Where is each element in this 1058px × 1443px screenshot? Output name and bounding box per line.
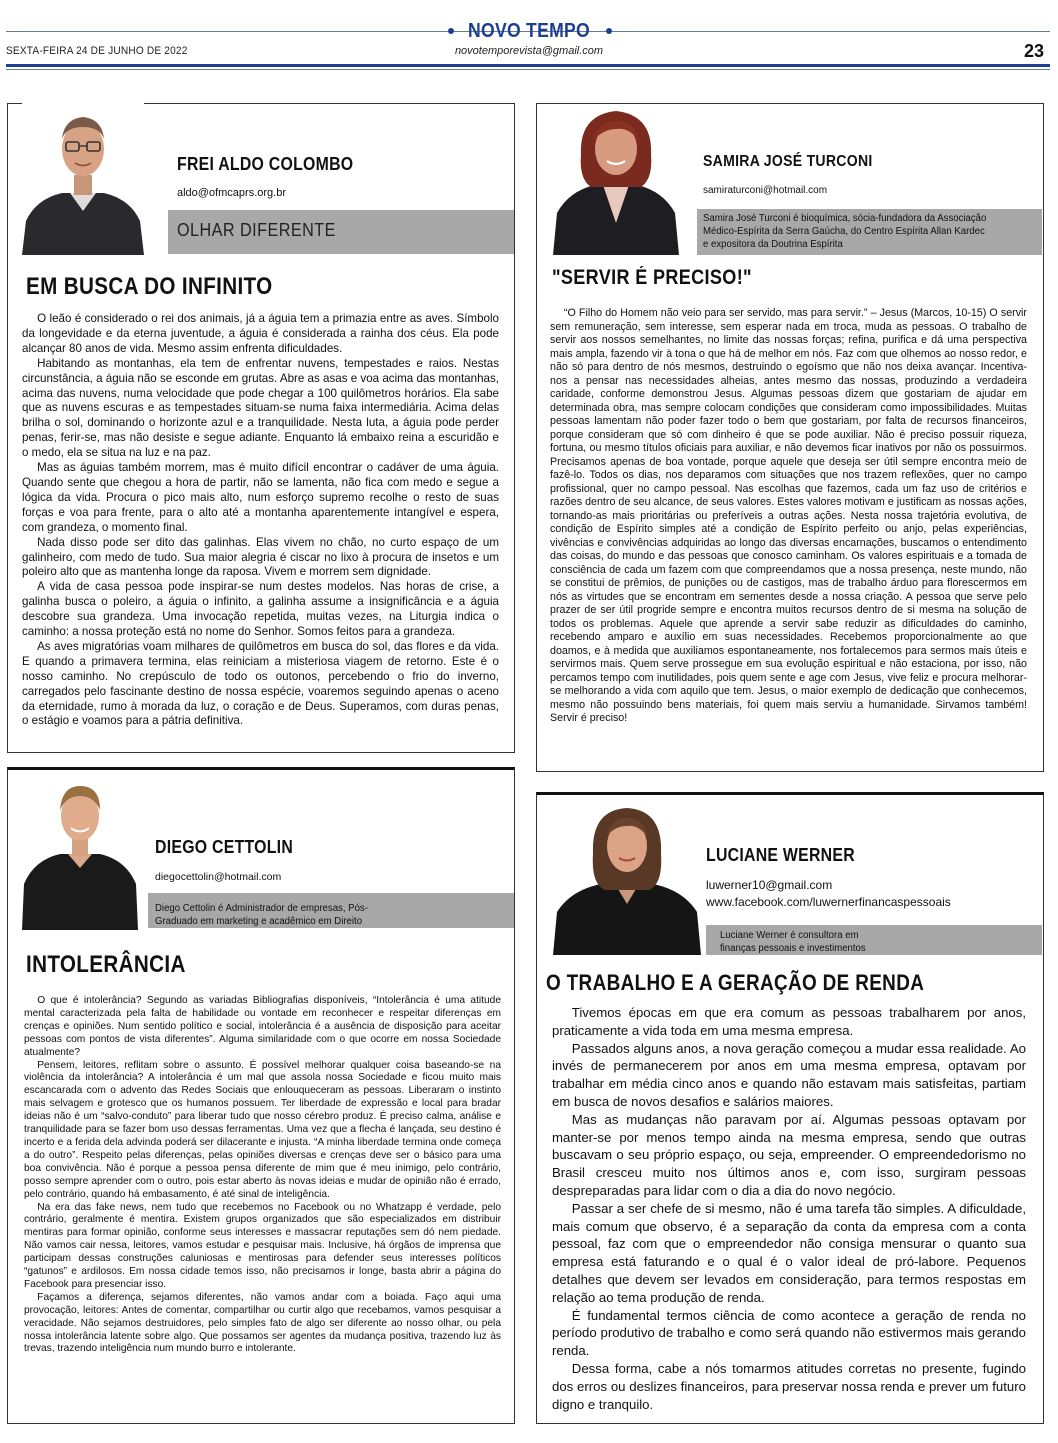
author-bio: Luciane Werner é consultora em finanças pessoais e investimentos bbox=[720, 930, 866, 954]
paragraph: O que é intolerância? Segundo as variadas Bibliografias disponíveis, “Intolerância é uma atitude mental caracterizada pela falta de habilidade ou vontade em reconhecer e respeitar diferenças em crenças e opiniões. Num sentido político e social, intolerância é a ausência de disposição para aceitar pessoas com pontos de vista diferentes”. Alguma similaridade com o que ocorre em nossa Sociedade atualmente? bbox=[24, 995, 501, 1058]
article-body bbox=[24, 995, 501, 1356]
author-bio: Samira José Turconi é bioquímica, sócia-fundadora da Associação Médico-Espírita da Serra Gaúcha, do Centro Espírita Allan Kardec e expositora da Doutrina Espírita bbox=[703, 213, 987, 250]
paragraph: O leão é considerado o rei dos animais, já a águia tem a primazia entre as aves. Símbolo da longevidade e da eterna juventude, a águia é considerada a rainha dos céus. Ela pode alcançar 80 anos de vida. Mesmo assim enfrenta dificuldades. bbox=[22, 312, 499, 355]
author-name: SAMIRA JOSÉ TURCONI bbox=[703, 153, 873, 170]
paragraph: Habitando as montanhas, ela tem de enfrentar nuvens, tempestades e raios. Nestas circunstância, a águia não se esconde em grutas. Abre as asas e voa acima das montanhas, acima das nuvens, numa velocidade que pode chegar a 100 quilômetros horários. Ela sabe que as nuvens escuras e as tempestades situam-se numa faixa intermediária. Acima delas brilha o sol, dominando o horizonte azul e a tranquilidade. Nesta luta, a águia pode perder penas, ferir-se, mas não desiste e segue adiante. Enquanto lá embaixo reina a escuridão e o medo, ela se situa na luz e na paz. bbox=[22, 356, 499, 460]
paragraph: Passar a ser chefe de si mesmo, não é uma tarefa tão simples. A dificuldade, mais comum que observo, é a separação da conta da empresa com a conta pessoal, faz com que o empreendedor não consiga mensurar o quanto sua empresa está faturando e o qual é o valor ideal de pró-labore. Pequenos detalhes que devem ser levados em consideração, para termos respostas em relação ao tema produção de renda. bbox=[552, 1200, 1026, 1305]
article-body bbox=[552, 1004, 1026, 1413]
paragraph: A vida de casa pessoa pode inspirar-se num destes modelos. Nas horas de crise, a galinha busca o poleiro, a águia o infinito, a galinha assume a insignificância e a águia descobre sua grandeza. Uma invocação repetida, muitas vezes, na Liturgia indica o caminho: a nossa proteção está no nome do Senhor. Somos feitos para a grandeza. bbox=[22, 580, 499, 639]
page-number: 23 bbox=[1023, 41, 1044, 61]
article-title: INTOLERÂNCIA bbox=[26, 951, 186, 978]
paragraph: Mas as mudanças não paravam por aí. Algumas pessoas optavam por manter-se por menos tempo ainda na mesma empresa, sendo que outras buscavam o seu próprio espaço, ou seja, empreender. O empreendedorismo no Brasil cresceu muito nos últimos anos e, com isso, surgiram pessoas despreparadas para lidar com o dia a dia do novo negócio. bbox=[552, 1111, 1026, 1198]
paragraph: Tivemos épocas em que era comum as pessoas trabalharem por anos, praticamente a vida toda em uma mesma empresa. bbox=[552, 1005, 1026, 1038]
issue-date: SEXTA-FEIRA 24 DE JUNHO DE 2022 bbox=[6, 45, 188, 57]
paragraph: Passados alguns anos, a nova geração começou a mudar essa realidade. Ao invés de permanecerem por anos em uma mesma empresa, optavam por trabalhar em média cinco anos e quando não estavam mais satisfeitas, partiam em busca de novos desafios e salários maiores. bbox=[552, 1040, 1026, 1109]
author-bio: Diego Cettolin é Administrador de empresas, Pós-Graduado em marketing e acadêmico em Direito bbox=[155, 903, 368, 927]
author-email: luwerner10@gmail.com bbox=[706, 878, 833, 892]
author-email: diegocettolin@hotmail.com bbox=[155, 871, 282, 883]
paragraph: Na era das fake news, nem tudo que recebemos no Facebook ou no Whatzapp é verdade, pelo contrário, geralmente é mentira. Existem grupos organizados que são especializados em distribuir mentiras para formar opinião, conforme seus interesses e massacrar reputações sem dó nem piedade. Não vamos cair nessa, leitores, vamos estudar e pesquisar mais. Inclusive, há órgãos de imprensa que participam dessas construções caluniosas e mentirosas para defender seus interesses políticos “gatunos” e ardilosos. Em nossa cidade temos isso, não precisamos ir longe, basta abrir a página do Facebook para presenciar isso. bbox=[24, 1201, 501, 1290]
author-name: LUCIANE WERNER bbox=[706, 845, 855, 865]
newspaper-brand: NOVO TEMPO bbox=[468, 20, 590, 42]
author-website: www.facebook.com/luwernerfinancaspessoais bbox=[706, 895, 951, 909]
masthead-blue-rule bbox=[6, 64, 1050, 67]
masthead-thin-rule bbox=[6, 69, 1050, 70]
author-email: samiraturconi@hotmail.com bbox=[703, 185, 828, 196]
paragraph: Dessa forma, cabe a nós tomarmos atitudes corretas no presente, fugindo dos erros ou deslizes financeiros, para preservar nossa renda e prever um futuro digno e tranquilo. bbox=[552, 1360, 1026, 1412]
author-photo-diego bbox=[22, 780, 138, 930]
author-name: FREI ALDO COLOMBO bbox=[177, 154, 354, 174]
author-email: aldo@ofmcaprs.org.br bbox=[177, 187, 286, 199]
paragraph: Pensem, leitores, reflitam sobre o assunto. É possível melhorar qualquer coisa baseando-se na violência da intolerância? A intolerância é um mal que assola nossa Sociedade e ficou muito mais escancarada com o advento das Redes Sociais que enlouqueceram as pessoas. Liberaram o instinto mais selvagem e grotesco que os humanos possuem. Ter liberdade de expressão e local para bradar ideias não é um “salvo-conduto” para liberar tudo que nosso cérebro produz. É preciso calma, análise e tranquilidade para se fazer bom uso dessas ferramentas. Uma vez que a flecha é lançada, seu destino é incerto e a ferida dela advinda poderá ser dilacerante e injusta. “A minha liberdade termina onde começa a do outro”. Respeito pelas diferenças, pelas opiniões diversas e crenças deve ser o básico para uma boa convivência. Não é porque a pessoa pensa diferente de mim que é meu inimigo, pelo contrário, posso sempre aprender com o outro, pois estar aberto às novas ideias e mudar de opinião não é errado, pelo contrário, quando há embasamento, é até sinal de inteligência. bbox=[24, 1059, 501, 1200]
article-title: "SERVIR É PRECISO!" bbox=[552, 266, 752, 289]
author-photo-aldo bbox=[22, 103, 144, 255]
newspaper-email: novotemporevista@gmail.com bbox=[454, 45, 604, 57]
paragraph: As aves migratórias voam milhares de quilômetros em busca do sol, das flores e da vida. E quando a primavera termina, elas reiniciam a misteriosa viagem de retorno. Este é o nosso caminho. No crepúsculo de todo os outonos, percebendo o frio do inverno, carregados pelo fascinante destino de nossa espécie, voaremos seguindo apenas o aceno da eternidade, rumo à morada da luz, o coração e de Deus. Superamos, com duras penas, o estágio e voamos para a pátria definitiva. bbox=[22, 639, 499, 728]
author-photo-luciane bbox=[553, 800, 701, 955]
paragraph: Mas as águias também morrem, mas é muito difícil encontrar o cadáver de uma águia. Quando sente que chegou a hora de partir, não se lamenta, não fica com medo e segue a lógica da vida. Procura o pico mais alto, num esforço supremo recolhe o resto de suas forças e voa para frente, para o alto até a montanha aparentemente intangível e espera, com grandeza, o momento final. bbox=[22, 461, 499, 534]
section-name: OLHAR DIFERENTE bbox=[177, 220, 336, 240]
article-title: EM BUSCA DO INFINITO bbox=[26, 273, 273, 300]
paragraph: É fundamental termos ciência de como acontece a geração de renda no período produtivo de trabalho e como será quando não estivermos mais gerando renda. bbox=[552, 1307, 1026, 1359]
paragraph: Nada disso pode ser dito das galinhas. Elas vivem no chão, no curto espaço de um galinheiro, com medo de tudo. Sua maior alegria é ciscar no lixo à procura de insetos e um poleiro alto que as mantenha longe da raposa. Vivem e morrem sem dignidade. bbox=[22, 535, 499, 579]
paragraph: Façamos a diferença, sejamos diferentes, não vamos andar com a boiada. Faço aqui uma provocação, leitores: Antes de comentar, compartilhar ou curtir algo que recebamos, vamos pesquisar a veracidade. Não sejamos destruidores, pelo simples fato de algo ser diferente ao nosso olhar, ou pela nossa intolerância latente sobre algo. Que possamos ser agentes da mudança positiva, trazendo luz às trevas, trazendo inteligência num mundo burro e intolerante. bbox=[24, 1291, 501, 1355]
author-name: DIEGO CETTOLIN bbox=[155, 837, 294, 857]
article-title: O TRABALHO E A GERAÇÃO DE RENDA bbox=[546, 970, 925, 995]
author-photo-samira bbox=[553, 105, 679, 255]
paragraph: “O Filho do Homem não veio para ser servido, mas para servir.” – Jesus (Marcos, 10-15) O servir sem remuneração, sem interesse, sem esperar nada em troca, muda as pessoas. O trabalho de servir aos nossos semelhantes, no limite das nossas forças; refina, purifica e dá uma perspectiva mais ampla, fazendo vir à tona o que há de melhor em nós. Faz com que olhemos ao nosso redor, e não só para dentro de nós mesmos, destruindo o egoísmo que não nos deixa avançar. Incentiva-nos a pensar nas necessidades alheias, antes mesmo das nossas, produzindo a verdadeira caridade, conforme demonstrou Jesus. Algumas pessoas dizem que gostariam de ajudar em determinada obra, mas sempre colocam condições que consideram como impossibilidades. Muitas pessoas lamentam não poder fazer todo o bem que gostariam, por falta de recursos financeiros, porque consideram que só com dinheiro é que se pode auxiliar. Não é preciso possuir riqueza, fortuna, ou mesmo títulos oficiais para auxiliar, e não devemos ficar inativos por não os possuirmos. Precisamos apenas de boa vontade, porque aquele que deseja ser útil sempre encontra meio de fazê-lo. Todos os dias, nos deparamos com situações que nos trazem reflexões, quer no campo profissional, quer no campo pessoal. Nas escolhas que fazemos, cada um faz uso de critérios e razões dentro de seu alcance, de seus valores. Estes valores motivam e justificam as nossas ações, tornando-as mais prioritárias ou preferíveis a outras ações. Nesta nossa trajetória evolutiva, de condição de Espírito simples até a condição de Espírito perfeito ou anjo, pelas experiências, vivências e convivências adquiridas ao longo das diversas encarnações, buscamos o entendimento das coisas, do mundo e das pessoas que conosco caminham. Os valores espirituais e a tomada de consciência de cada um fazem com que compreendamos que a nossa presença, neste mundo, não se constitui de prêmios, de punições ou de castigos, mas de trabalho árduo para florescermos em nós as virtudes que se encontram em sementes desde a nossa criação. A pessoa que serve pelo prazer de ser útil progride sempre e encontra muitos recursos dentro de si mesma na solução de todos os problemas. Aquele que aprende a servir sabe reduzir as dificuldades do caminho, recebendo amparo e auxílio em suas necessidades. Recebemos proporcionalmente ao que doamos, e à medida que auxiliamos espontaneamente, nos fortalecemos para sermos mais úteis e servirmos mais. Quem serve prossegue em sua evolução espiritual e não estaciona, por isso, não percamos tempo com inutilidades, pois quem sente e age com Jesus, vive feliz e procura melhorar-se melhorando a vida com aquilo que tem. Jesus, o maior exemplo de dedicação que conhecemos, mesmo não possuindo bens materiais, foi quem mais serviu a humanidade. Sirvamos também! Servir é preciso! bbox=[550, 307, 1027, 724]
article-body bbox=[22, 312, 499, 729]
article-body bbox=[550, 307, 1027, 726]
